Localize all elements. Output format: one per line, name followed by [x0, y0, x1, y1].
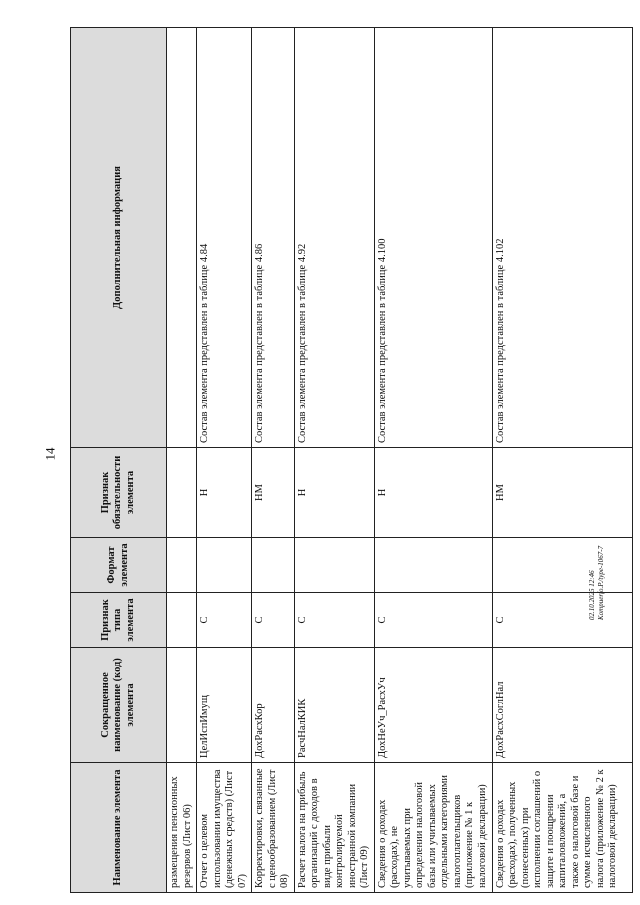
cell-name: Отчет о целевом использовании имущества (денежных средств) (Лист 07)	[197, 763, 252, 893]
cell-name: Сведения о доходах (расходах), не учитываемых при определении налоговой базы или учитываемых отдельными категориями налогоплательщиков (приложение № 1 к налоговой декларации)	[374, 763, 492, 893]
table-container	[70, 28, 633, 893]
cell-format	[197, 538, 252, 593]
column-header-format: Формат элемента	[71, 538, 167, 593]
cell-required: НМ	[492, 448, 632, 538]
cell-type: С	[374, 593, 492, 648]
elements-table	[70, 27, 633, 893]
cell-type: С	[492, 593, 632, 648]
cell-required: Н	[197, 448, 252, 538]
column-header-required: Признак обязательности элемента	[71, 448, 167, 538]
cell-name: размещения пенсионных резервов (Лист 06)	[167, 763, 197, 893]
table-header	[71, 28, 167, 893]
cell-type: С	[197, 593, 252, 648]
column-header-info: Дополнительная информация	[71, 28, 167, 448]
cell-required	[167, 448, 197, 538]
cell-name: Сведения о доходах (расходах), полученных (понесенных) при исполнении соглашений о защите и поощрении капиталовложений, а также о налоговой базе и сумме исчисленного налога (приложение № 2 к налоговой декларации)	[492, 763, 632, 893]
column-header-code: Сокращенное наименование (код) элемента	[71, 648, 167, 763]
cell-format	[294, 538, 374, 593]
cell-info	[167, 28, 197, 448]
table-row	[252, 28, 295, 893]
cell-type: С	[294, 593, 374, 648]
cell-code: ЦелИспИмущ	[197, 648, 252, 763]
table-row	[167, 28, 197, 893]
cell-required: НМ	[252, 448, 295, 538]
cell-required: Н	[374, 448, 492, 538]
footer-code: Kompuerfo.P./type-1067-7	[597, 545, 605, 620]
cell-info: Состав элемента представлен в таблице 4.92	[294, 28, 374, 448]
cell-code: ДохНеУч_РасхУч	[374, 648, 492, 763]
cell-format	[252, 538, 295, 593]
cell-format	[492, 538, 632, 593]
table-row	[197, 28, 252, 893]
cell-name: Расчет налога на прибыль организаций с доходов в виде прибыли контролируемой иностранной компании (Лист 09)	[294, 763, 374, 893]
cell-required: Н	[294, 448, 374, 538]
column-header-type: Признак типа элемента	[71, 593, 167, 648]
column-header-name: Наименование элемента	[71, 763, 167, 893]
cell-type: С	[252, 593, 295, 648]
cell-info: Состав элемента представлен в таблице 4.102	[492, 28, 632, 448]
cell-info: Состав элемента представлен в таблице 4.86	[252, 28, 295, 448]
table-row	[294, 28, 374, 893]
cell-name: Корректировки, связанные с ценообразованием (Лист 08)	[252, 763, 295, 893]
cell-code: ДохРасхСоглНал	[492, 648, 632, 763]
page-number: 14	[42, 447, 58, 461]
footer-date: 02.10.2025 12:46	[588, 570, 596, 620]
cell-format	[167, 538, 197, 593]
cell-format	[374, 538, 492, 593]
cell-info: Состав элемента представлен в таблице 4.84	[197, 28, 252, 448]
cell-type	[167, 593, 197, 648]
cell-code	[167, 648, 197, 763]
cell-code: РасчНалКИК	[294, 648, 374, 763]
table-row	[492, 28, 632, 893]
footer-stamp	[588, 320, 606, 620]
cell-code: ДохРасхКор	[252, 648, 295, 763]
cell-info: Состав элемента представлен в таблице 4.100	[374, 28, 492, 448]
table-row	[374, 28, 492, 893]
